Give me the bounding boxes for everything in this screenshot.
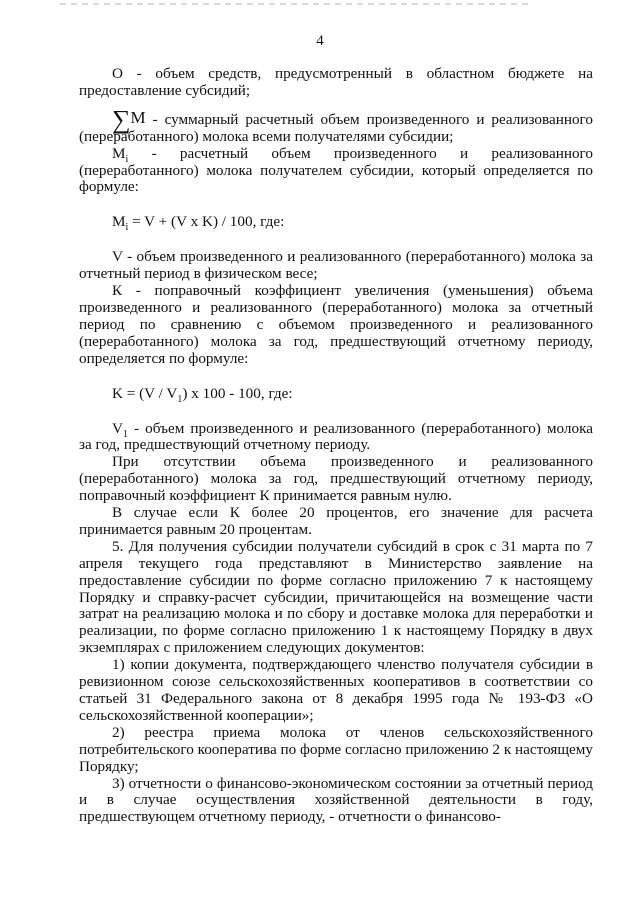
formula-k-part-a: K = (V / V — [112, 384, 178, 402]
formula-mi-letter: М — [112, 213, 126, 231]
list-item-3: 3) отчетности о финансово-экономическом состоянии за отчетный период и в случае осуществления хозяйственной деятельности в году, предшествующем отчетному периоду, - отчетности о финансово- — [79, 774, 593, 826]
paragraph-v1-definition — [79, 421, 593, 455]
paragraph-mi-definition — [79, 146, 593, 197]
paragraph-k-definition: К - поправочный коэффициент увеличения (уменьшения) объема произведенного и реализованного (переработанного) молока за отчетный период по сравнению с объемом произведенного и реализованного (переработанного) молока за год, предшествующий отчетному периоду, определяется по формуле: — [79, 282, 593, 367]
sum-m-text: - суммарный расчетный объем произведенного и реализованного (переработанного) молока всеми получателями субсидии; — [79, 110, 593, 145]
paragraph-o-definition: О - объем средств, предусмотренный в областном бюджете на предоставление субсидий; — [79, 65, 593, 99]
mi-subscript: i — [125, 153, 129, 165]
formula-k-part-b: ) х 100 - 100, где: — [182, 384, 293, 402]
sigma-symbol: ∑ — [112, 104, 131, 134]
formula-mi-rest: = V + (V x K) / 100, где: — [128, 213, 285, 231]
sigma-m-letter: М — [130, 107, 146, 127]
formula-mi — [79, 213, 593, 234]
list-item-1: 1) копии документа, подтверждающего членство получателя субсидии в ревизионном союзе сельскохозяйственных кооперативов в соответствии со статьей 31 Федерального закона от 8 декабря 1995 года № 193-ФЗ «О сельскохозяйственной кооперации»; — [79, 656, 593, 724]
v1-text: - объем произведенного и реализованного (переработанного) молока за год, предшествующий отчетному периоду. — [79, 419, 593, 454]
paragraph-sum-m-definition — [79, 104, 593, 146]
page-number: 4 — [316, 33, 324, 49]
list-item-2: 2) реестра приема молока от членов сельскохозяйственного потребительского кооператива по форме согласно приложению 2 к настоящему Порядку; — [79, 723, 593, 775]
formula-k-subscript: 1 — [177, 393, 183, 405]
paragraph-v-definition: V - объем произведенного и реализованного (переработанного) молока за отчетный период в физическом весе; — [79, 248, 593, 283]
paragraph-k-limit: В случае если К более 20 процентов, его значение для расчета принимается равным 20 процентам. — [79, 504, 593, 538]
paragraph-clause-5: 5. Для получения субсидии получатели субсидий в срок с 31 марта по 7 апреля текущего года представляют в Министерство заявление на предоставление субсидии по форме согласно приложению 7 к настоящему Порядку и справку-расчет субсидии, причитающейся на возмещение части затрат на реализацию молока и по сбору и доставке молока для переработки и реализации, по форме согласно приложению 1 к настоящему Порядку в двух экземплярах с приложением следующих документов: — [79, 537, 593, 657]
v1-letter: V — [112, 419, 123, 437]
formula-k — [79, 386, 593, 403]
paragraph-absence-rule: При отсутствии объема произведенного и реализованного (переработанного) молока за год, предшествующий отчетному периоду, поправочный коэффициент К принимается равным нулю. — [79, 453, 593, 505]
mi-letter: М — [112, 144, 126, 162]
v1-subscript: 1 — [122, 428, 128, 440]
formula-mi-subscript: i — [125, 222, 129, 234]
mi-text: - расчетный объем произведенного и реализованного (переработанного) молока получателем субсидии, который определяется по формуле: — [79, 144, 593, 196]
scan-artifact — [60, 3, 530, 5]
page-body — [79, 66, 593, 826]
